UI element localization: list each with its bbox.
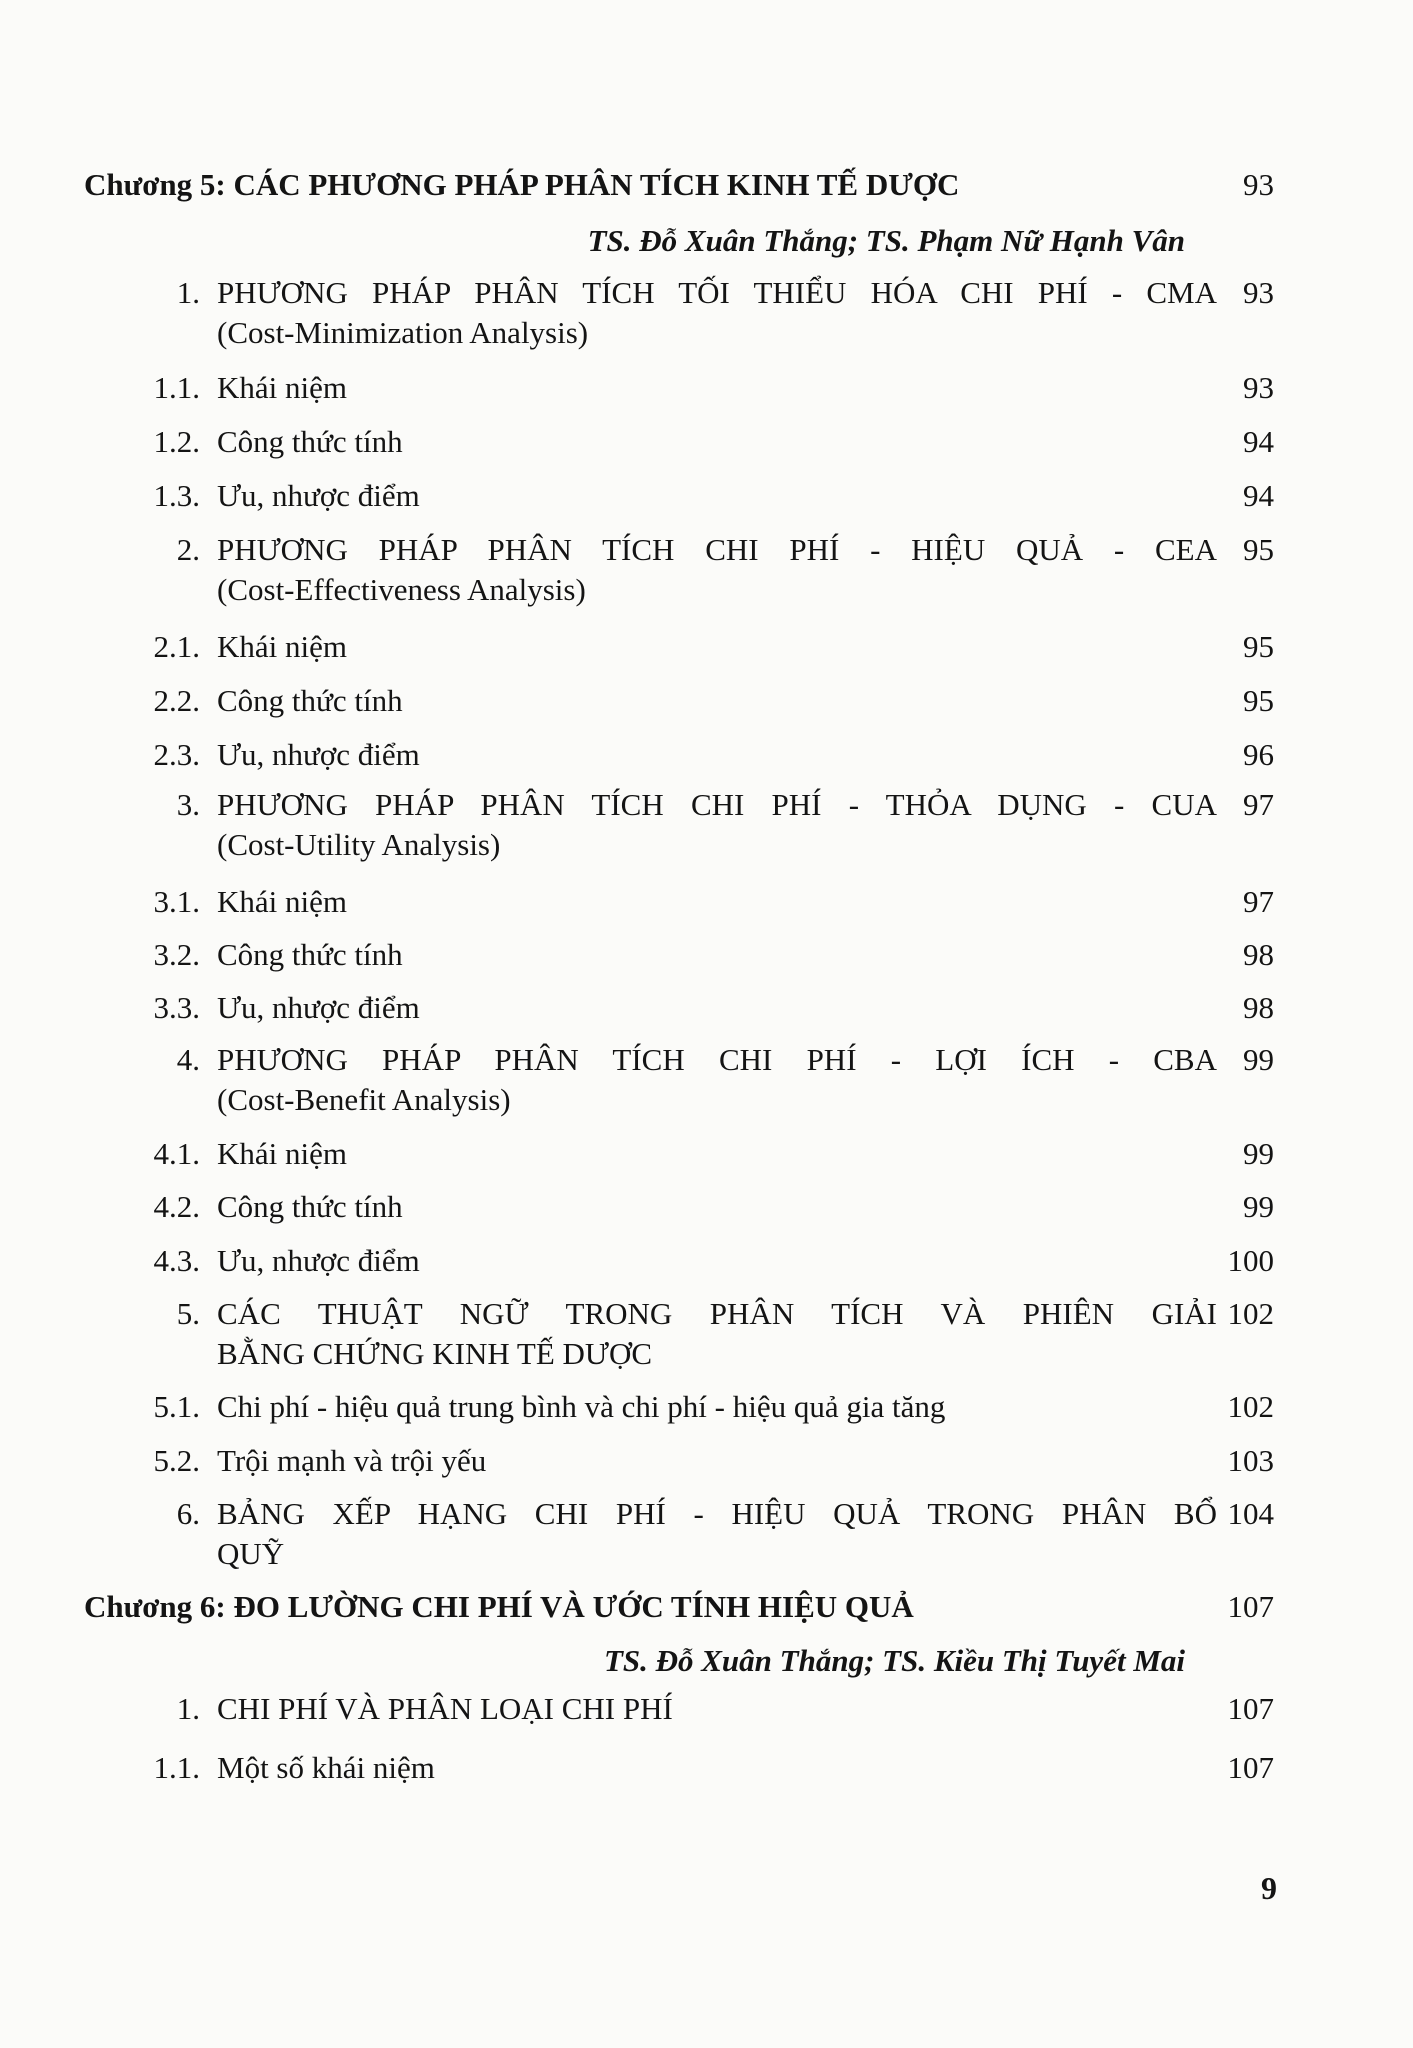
page-number: 100 (1227, 1243, 1274, 1278)
entry-title: CHI PHÍ VÀ PHÂN LOẠI CHI PHÍ (217, 1691, 673, 1726)
entry-title: PHƯƠNG PHÁP PHÂN TÍCH CHI PHÍ - HIỆU QUẢ - CEA (217, 532, 1217, 567)
chapter-title: Chương 6: ĐO LƯỜNG CHI PHÍ VÀ ƯỚC TÍNH HIỆU QUẢ (84, 1589, 914, 1624)
entry-title: PHƯƠNG PHÁP PHÂN TÍCH CHI PHÍ - LỢI ÍCH - CBA (217, 1042, 1217, 1077)
entry-title: Công thức tính (217, 683, 403, 718)
entry-title-continued: (Cost-Utility Analysis) (217, 827, 501, 862)
entry-number: 1. (176, 275, 200, 310)
page-number: 97 (1243, 884, 1274, 919)
entry-number: 2. (176, 532, 200, 567)
page-number: 94 (1243, 478, 1274, 513)
entry-number: 4. (176, 1042, 200, 1077)
page-number: 99 (1243, 1189, 1274, 1224)
entry-title-continued: (Cost-Benefit Analysis) (217, 1082, 511, 1117)
entry-title: Khái niệm (217, 1136, 347, 1171)
entry-number: 3.2. (153, 937, 200, 972)
entry-title-continued: (Cost-Minimization Analysis) (217, 315, 589, 350)
page-number: 99 (1243, 1136, 1274, 1171)
page-number: 107 (1227, 1691, 1274, 1726)
entry-title-continued: QUỸ (217, 1536, 285, 1571)
entry-title: Ưu, nhược điểm (217, 990, 420, 1025)
entry-title-continued: BẰNG CHỨNG KINH TẾ DƯỢC (217, 1336, 653, 1371)
chapter-6-authors: TS. Đỗ Xuân Thắng; TS. Kiều Thị Tuyết Mai (603, 1643, 1185, 1678)
page-number: 99 (1243, 1042, 1274, 1077)
entry-number: 1.1. (153, 370, 200, 405)
entry-number: 5.1. (153, 1389, 200, 1424)
page-number: 96 (1243, 737, 1274, 772)
entry-number: 1.2. (153, 424, 200, 459)
page-number: 104 (1227, 1496, 1274, 1531)
folio-page-number: 9 (1261, 1870, 1277, 1906)
entry-title-continued: (Cost-Effectiveness Analysis) (217, 572, 586, 607)
page-number: 98 (1243, 990, 1274, 1025)
chapter-5-authors: TS. Đỗ Xuân Thắng; TS. Phạm Nữ Hạnh Vân (587, 223, 1185, 258)
entry-title: Công thức tính (217, 424, 403, 459)
page-number: 93 (1243, 167, 1274, 202)
entry-number: 6. (176, 1496, 200, 1531)
entry-title: Khái niệm (217, 884, 347, 919)
entry-title: CÁC THUẬT NGỮ TRONG PHÂN TÍCH VÀ PHIÊN GIẢI (217, 1296, 1217, 1331)
entry-number: 2.1. (153, 629, 200, 664)
entry-title: Khái niệm (217, 629, 347, 664)
page-number: 97 (1243, 787, 1274, 822)
page-number: 102 (1227, 1389, 1274, 1424)
page-number: 107 (1227, 1750, 1274, 1785)
entry-number: 5.2. (153, 1443, 200, 1478)
entry-number: 2.3. (153, 737, 200, 772)
entry-title: Công thức tính (217, 1189, 403, 1224)
chapter-title: Chương 5: CÁC PHƯƠNG PHÁP PHÂN TÍCH KINH TẾ DƯỢC (84, 167, 960, 202)
entry-title: Trội mạnh và trội yếu (217, 1443, 487, 1478)
page-number: 94 (1243, 424, 1274, 459)
entry-number: 2.2. (153, 683, 200, 718)
entry-title: PHƯƠNG PHÁP PHÂN TÍCH CHI PHÍ - THỎA DỤNG - CUA (217, 787, 1217, 822)
entry-number: 3.1. (153, 884, 200, 919)
entry-title: Chi phí - hiệu quả trung bình và chi phí - hiệu quả gia tăng (217, 1389, 946, 1424)
entry-number: 4.2. (153, 1189, 200, 1224)
page-number: 95 (1243, 532, 1274, 567)
page-number: 103 (1227, 1443, 1274, 1478)
entry-number: 4.3. (153, 1243, 200, 1278)
page-number: 98 (1243, 937, 1274, 972)
entry-number: 1.1. (153, 1750, 200, 1785)
entry-title: Khái niệm (217, 370, 347, 405)
entry-title: Ưu, nhược điểm (217, 1243, 420, 1278)
entry-title: Ưu, nhược điểm (217, 737, 420, 772)
entry-title: BẢNG XẾP HẠNG CHI PHÍ - HIỆU QUẢ TRONG PHÂN BỔ (217, 1496, 1217, 1531)
entry-title: Ưu, nhược điểm (217, 478, 420, 513)
entry-number: 3.3. (153, 990, 200, 1025)
entry-number: 1.3. (153, 478, 200, 513)
entry-number: 3. (176, 787, 200, 822)
page-number: 95 (1243, 683, 1274, 718)
page-number: 102 (1227, 1296, 1274, 1331)
page-number: 93 (1243, 275, 1274, 310)
page-number: 95 (1243, 629, 1274, 664)
page-number: 107 (1227, 1589, 1274, 1624)
entry-number: 5. (176, 1296, 200, 1331)
entry-title: PHƯƠNG PHÁP PHÂN TÍCH TỐI THIỂU HÓA CHI PHÍ - CMA (217, 275, 1217, 310)
entry-title: Một số khái niệm (217, 1750, 435, 1785)
entry-number: 4.1. (153, 1136, 200, 1171)
page-number: 93 (1243, 370, 1274, 405)
entry-number: 1. (176, 1691, 200, 1726)
entry-title: Công thức tính (217, 937, 403, 972)
